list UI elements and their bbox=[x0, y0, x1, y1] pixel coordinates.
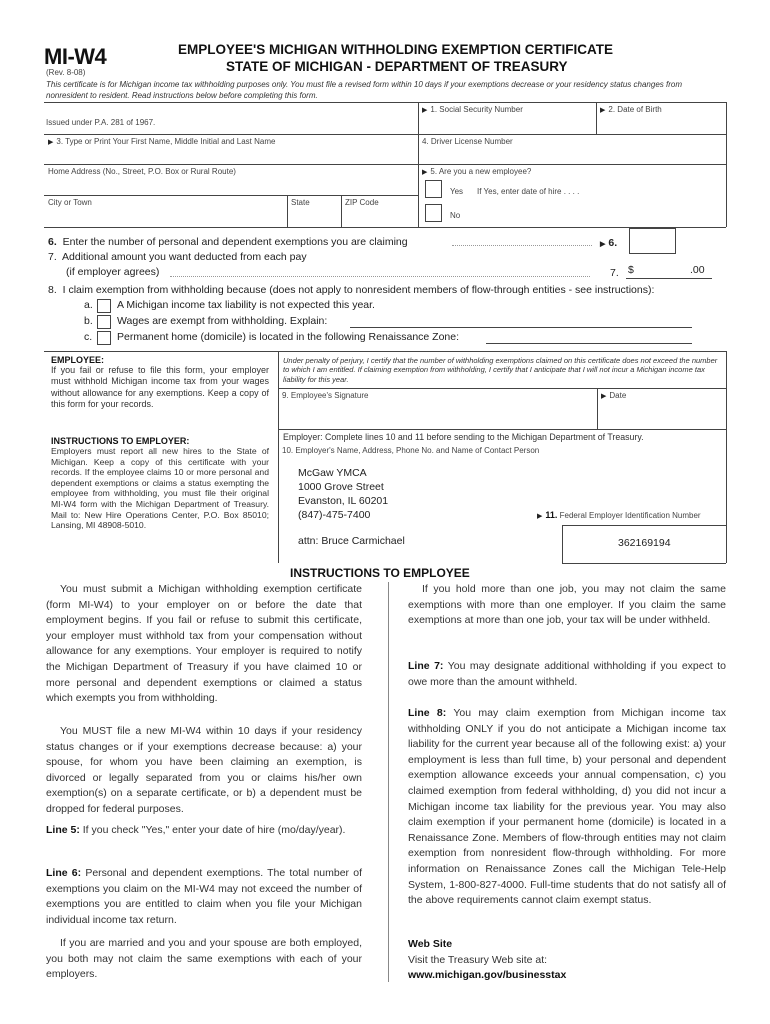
line7-cont: (if employer agrees) bbox=[66, 266, 160, 278]
yes-label: Yes bbox=[450, 187, 464, 196]
explain-input[interactable] bbox=[350, 327, 692, 328]
perjury-statement: Under penalty of perjury, I certify that the number of withholding exemptions claimed on this certificate does not exceed the number to which I am entitled. If claiming exemption from withholding, I certify that I anticipate that I will not incur a Michigan income tax liability for this year. bbox=[283, 356, 718, 384]
employer-instructions-text: Employers must report all new hires to the State of Michigan. Keep a copy of this certificate with your records. If the employee claims 10 or more personal and dependent exemptions or claims a status exempting the employee from withholding, you must file their original MI-W4 form with the Michigan Department of Treasury. Mail to: New Hire Operations Center, P.O. Box 85010; Lansing, MI 48908-5010. bbox=[51, 446, 269, 531]
employer-name: McGaw YMCA bbox=[298, 467, 367, 479]
exemptions-input[interactable] bbox=[629, 228, 676, 254]
arrow-right-icon: ▶ bbox=[537, 513, 543, 520]
issued-under: Issued under P.A. 281 of 1967. bbox=[46, 118, 156, 127]
arrow-right-icon: ▶ bbox=[600, 107, 606, 114]
instructions-title: INSTRUCTIONS TO EMPLOYEE bbox=[290, 566, 470, 580]
new-employee-label: ▶ 5. Are you a new employee? bbox=[422, 167, 532, 176]
employer-city: Evanston, IL 60201 bbox=[298, 495, 389, 507]
line8c-text: Permanent home (domicile) is located in the following Renaissance Zone: bbox=[117, 331, 460, 343]
no-label: No bbox=[450, 211, 461, 220]
instructions-r1: If you hold more than one job, you may not claim the same exemptions with more than one employer. If you claim the same exemptions at more than one job, your tax will be under withheld. bbox=[408, 583, 726, 627]
instructions-p2: You MUST file a new MI-W4 within 10 days if your residency status changes or if your exemptions decrease because: a) your spouse, for whom you have been claiming an exemption, is divorced or legally separated from you or claims his/her own exemption(s) on a separate certificate, or b) a dependent must be dropped for federal purposes. bbox=[46, 725, 362, 815]
dollar-sign: $ bbox=[628, 264, 634, 276]
renaissance-zone-input[interactable] bbox=[486, 343, 692, 344]
arrow-right-icon: ▶ bbox=[422, 107, 428, 114]
hire-date-hint: If Yes, enter date of hire . . . . bbox=[477, 187, 580, 196]
city-label: City or Town bbox=[48, 198, 92, 207]
employee-heading: EMPLOYEE: bbox=[51, 355, 105, 365]
line8c-letter: c. bbox=[84, 331, 93, 343]
dob-label: ▶ 2. Date of Birth bbox=[600, 105, 662, 114]
instructions-line6: Line 6: Personal and dependent exemptions. The total number of exemptions you claim on the MI-W4 may not exceed the number of exemptions you are entitled to claim when you file your Michigan individual income tax return. bbox=[46, 867, 362, 926]
line8a-letter: a. bbox=[84, 299, 93, 311]
line10-label: 10. Employer's Name, Address, Phone No. and Name of Contact Person bbox=[282, 446, 540, 455]
fein-value: 362169194 bbox=[618, 537, 671, 549]
form-subtitle: STATE OF MICHIGAN - DEPARTMENT OF TREASURY bbox=[226, 59, 568, 74]
arrow-right-icon: ▶ bbox=[422, 169, 428, 176]
employee-text: If you fail or refuse to file this form, your employer must withhold Michigan income tax from your wages without allowance for any exemptions. Keep a copy of this form for your records. bbox=[51, 365, 269, 409]
yes-checkbox[interactable] bbox=[425, 180, 442, 198]
form-id: MI-W4 bbox=[44, 44, 107, 69]
employer-info bbox=[298, 466, 388, 522]
form-revision: (Rev. 8-08) bbox=[46, 68, 86, 77]
additional-amount-input[interactable] bbox=[626, 276, 712, 279]
address-label: Home Address (No., Street, P.O. Box or Rural Route) bbox=[48, 167, 236, 176]
line7-ref: 7. bbox=[610, 267, 619, 279]
line6-ref: ▶ 6. bbox=[600, 237, 618, 249]
line8a-text: A Michigan income tax liability is not expected this year. bbox=[117, 299, 375, 311]
line7: 7. Additional amount you want deducted from each pay bbox=[48, 251, 307, 263]
form-title: EMPLOYEE'S MICHIGAN WITHHOLDING EXEMPTION CERTIFICATE bbox=[178, 42, 613, 57]
form-notice: This certificate is for Michigan income tax withholding purposes only. You must file a revised form within 10 days if your exemptions decrease or your residency status changes from nonresident to resident. Read instructions below before completing this form. bbox=[46, 80, 682, 100]
employer-box bbox=[51, 436, 269, 531]
line11-label: ▶ 11. Federal Employer Identification Number bbox=[537, 510, 701, 520]
employer-phone: (847)-475-7400 bbox=[298, 509, 371, 521]
date-label: ▶ Date bbox=[601, 391, 627, 400]
line8b-letter: b. bbox=[84, 315, 93, 327]
no-checkbox[interactable] bbox=[425, 204, 442, 222]
license-label: 4. Driver License Number bbox=[422, 137, 513, 146]
instructions-line7: Line 7: You may designate additional withholding if you expect to owe more than the amount withheld. bbox=[408, 660, 726, 688]
line8b-checkbox[interactable] bbox=[97, 315, 111, 329]
web-site-text: Visit the Treasury Web site at: bbox=[408, 954, 548, 966]
line8c-checkbox[interactable] bbox=[97, 331, 111, 345]
arrow-right-icon: ▶ bbox=[48, 139, 54, 146]
arrow-right-icon: ▶ bbox=[601, 393, 607, 400]
employer-heading: Employer: Complete lines 10 and 11 before sending to the Michigan Department of Treasury. bbox=[283, 432, 644, 442]
date-input[interactable] bbox=[601, 402, 721, 426]
instructions-p5: If you are married and you and your spouse are both employed, you both may not claim the same exemptions with each of your employers. bbox=[46, 937, 362, 981]
line8b-text: Wages are exempt from withholding. Explain: bbox=[117, 315, 328, 327]
line8a-checkbox[interactable] bbox=[97, 299, 111, 313]
employer-street: 1000 Grove Street bbox=[298, 481, 384, 493]
web-site-link[interactable]: www.michigan.gov/businesstax bbox=[408, 969, 567, 981]
signature-label: 9. Employee's Signature bbox=[282, 391, 369, 400]
cents: .00 bbox=[690, 264, 705, 276]
zip-label: ZIP Code bbox=[345, 198, 379, 207]
state-label: State bbox=[291, 198, 310, 207]
ssn-label: ▶ 1. Social Security Number bbox=[422, 105, 523, 114]
arrow-right-icon: ▶ bbox=[600, 241, 606, 248]
web-site-heading: Web Site bbox=[408, 938, 453, 950]
signature-input[interactable] bbox=[282, 402, 592, 426]
employer-instructions-heading: INSTRUCTIONS TO EMPLOYER: bbox=[51, 436, 190, 446]
employee-box bbox=[51, 355, 269, 410]
instructions-p1: You must submit a Michigan withholding exemption certificate (form MI-W4) to your employer on or before the date that employment begins. If you fail or refuse to submit this certificate, your employer must withhold tax from your compensation without allowance for any exemptions. Your employer is required to notify the Michigan Department of Treasury if you have claimed 10 or more personal and dependent exemptions or claimed a status which exempts you from withholding. bbox=[46, 583, 362, 705]
employer-contact: attn: Bruce Carmichael bbox=[298, 535, 405, 547]
name-label: ▶ 3. Type or Print Your First Name, Middle Initial and Last Name bbox=[48, 137, 276, 146]
instructions-line8: Line 8: You may claim exemption from Michigan income tax withholding ONLY if you do not anticipate a Michigan income tax liability for the current year because all of the following exist: a) your employment is less than full time, b) your personal and dependent exemption allowance exceeds your annual compensation, c) you claimed exemption from federal withholding, d) you did not incur a Michigan income tax liability for the previous year. You may also claim exemption if your permanent home (domicile) is located in a Renaissance Zone. Members of flow-through entities may not claim exemption from nonresident flow-through withholding. For more information on Renaissance Zones call the Michigan Tele-Help System, 1-800-827-4000. Full-time students that do not satisfy all of the above requirements cannot claim exempt status. bbox=[408, 707, 726, 907]
instructions-line5: Line 5: If you check "Yes," enter your date of hire (mo/day/year). bbox=[46, 824, 346, 836]
line8: 8. I claim exemption from withholding because (does not apply to nonresident members of flow-through entities - see instructions): bbox=[48, 284, 655, 296]
line6: 6. Enter the number of personal and dependent exemptions you are claiming bbox=[48, 236, 408, 248]
